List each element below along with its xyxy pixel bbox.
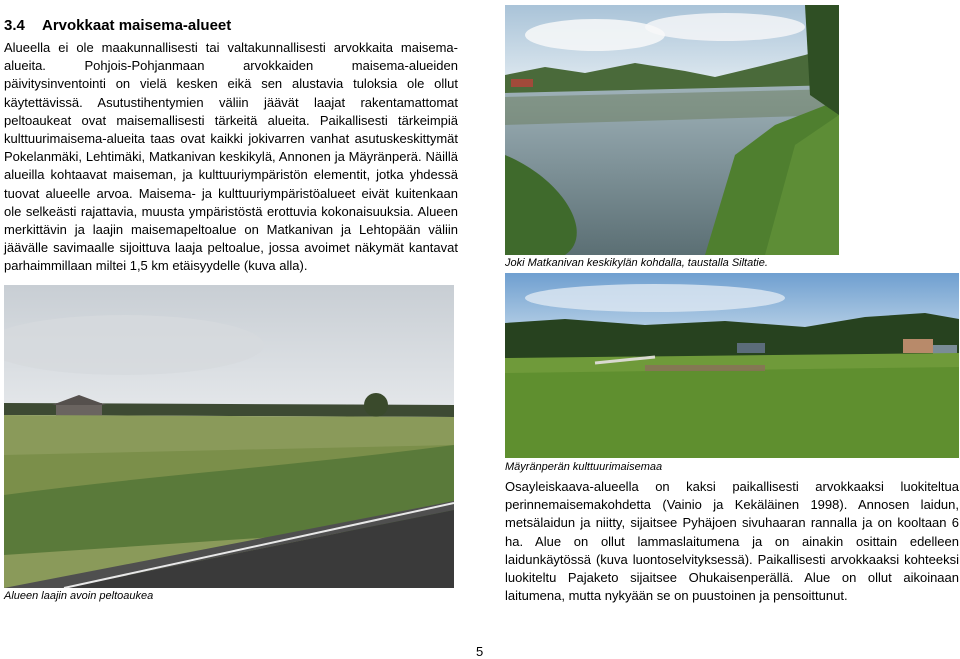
field-photo xyxy=(4,285,454,588)
page-number: 5 xyxy=(476,644,484,659)
field-caption: Alueen laajin avoin peltoaukea xyxy=(4,590,154,602)
section-title: Arvokkaat maisema-alueet xyxy=(42,17,232,34)
section-heading xyxy=(4,17,231,34)
section-number: 3.4 xyxy=(4,17,25,34)
mayranpera-paragraph: Osayleiskaava-alueella on kaksi paikallisesti arvokkaaksi luokiteltua perinnemaisemakohdetta (Vainio ja Kekäläinen 1998). Annosen laidun, metsälaidun ja niitty, sijaitsee Pyhäjoen sivuhaaran rannalla ja on kooltaan 6 ha. Alue on ollut lammaslaitumena ja on ainakin osittain edelleen laidunkäytössä (kuva luontoselvityksessä). Paikallisesti arvokkaaksi kohteeksi luokiteltu Pajaketo sijaitsee Ohukaisenperällä. Alue on ollut aikoinaan laitumena, mutta nykyään se on puustoinen ja pensoittunut. xyxy=(505,479,959,604)
mayranpera-caption: Mäyränperän kulttuurimaisemaa xyxy=(505,461,663,473)
mayranpera-photo xyxy=(505,273,959,458)
intro-paragraph: Alueella ei ole maakunnallisesti tai valtakunnallisesti arvokkaita maisema-alueita. Pohjois-Pohjanmaan arvokkaiden maisema-alueiden päivitysinventointi on vielä kesken eikä sen alustavia tuloksia ole ollut käytettävissä. Asutustihentymien väliin jäävät laajat rakentamattomat peltoaukeat ovat maisemallisesti tärkeitä alueita. Paikallisesti tärkeimpiä kulttuurimaisema-alueita taas ovat kaikki jokivarren vanhat asutuskeskittymät Pokelanmäki, Lehtimäki, Matkanivan keskikylä, Annonen ja Mäyränperä. Näillä alueilla kohtaavat maiseman, ja kulttuuriympäristön elementit, jotka yhdessä tuovat alueelle arvoa. Maisema- ja kulttuuriympäristöalueet eivät kuitenkaan ole selkeästi rajattavia, muusta ympäristöstä erottuvia kokonaisuuksia. Alueen merkittävin ja laajin maisemapeltoalue on Matkanivan ja Lehtopään väliin jäävälle savimaalle sijoittuva laaja peltoalue, jossa avoimet näkymät kantavat parhaimmillaan miltei 1,5 km etäisyydelle (kuva alla). xyxy=(4,40,458,274)
river-caption: Joki Matkanivan keskikylän kohdalla, taustalla Siltatie. xyxy=(505,257,768,269)
river-photo xyxy=(505,5,839,255)
